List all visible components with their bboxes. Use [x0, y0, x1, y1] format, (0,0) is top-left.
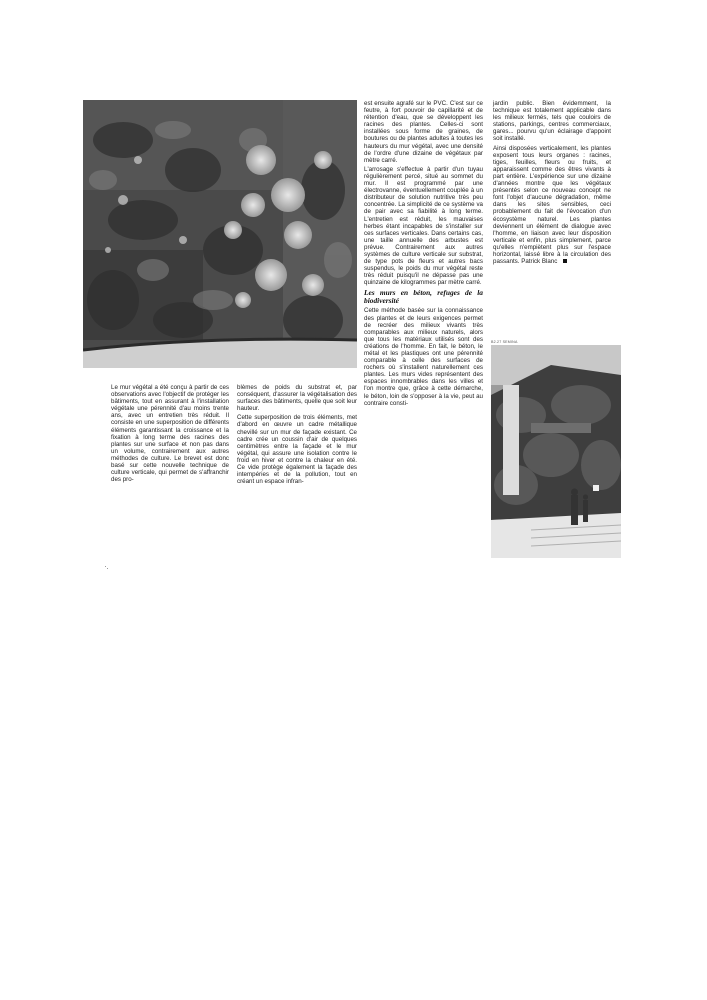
paragraph: blèmes de poids du substrat et, par conséquent, d'assurer la végétalisation des surfaces des bâtiments, quelle que soit leur hauteur. — [237, 384, 357, 413]
paragraph: Cette superposition de trois éléments, met d'abord en œuvre un cadre métallique chevillé sur un mur de façade existant. Ce cadre crée un coussin d'air de quelques centimètres entre la façade et le mur végétal, qui assure une isolation contre le froid en hiver et contre la chaleur en été. Ce vide protège également la façade des intempéries et de la pollution, tout en créant un espace infran- — [237, 414, 357, 486]
paragraph: est ensuite agrafé sur le PVC. C'est sur ce feutre, à fort pouvoir de capillarité et de rétention d'eau, que se développent les racines des plantes. Celles-ci sont installées sous forme de graines, de boutures ou de plantes adultes à toutes les hauteurs du mur végétal, avec une densité de l'ordre d'une dizaine de végétaux par mètre carré. — [364, 100, 483, 164]
building-facade-image — [491, 345, 621, 558]
section-heading: Les murs en béton, refuges de la biodiversité — [364, 288, 483, 306]
author-signature: Patrick Blanc — [521, 258, 558, 266]
vertical-garden-image — [83, 100, 357, 368]
scan-speck — [105, 566, 106, 567]
paragraph: jardin public. Bien évidemment, la technique est totalement applicable dans les milieux fermés, tels que couloirs de stations, parkings, centres commerciaux, gares... pourvu qu'un éclairage d'appoint soit installé. — [493, 100, 611, 143]
text-column-4 — [493, 100, 611, 267]
paragraph — [493, 145, 611, 266]
paragraph: Le mur végétal a été conçu à partir de ces observations avec l'objectif de protéger les bâtiments, tout en assurant à l'installation végétale une pérennité d'au moins trente ans, avec un entretien très réduit. Il consiste en une superposition de différents éléments garantissant la croissance et la fixation à long terme des racines des plantes sur une surface et non pas dans un volume, contrairement aux autres méthodes de culture. Le brevet est donc basé sur cette nouvelle technique de culture verticale, qui permet de s'affranchir des pro- — [111, 384, 229, 484]
paragraph: L'arrosage s'effectue à partir d'un tuyau régulièrement percé, situé au sommet du mur. Il est programmé par une électrovanne, éventuellement couplée à un distributeur de solution nutritive très peu concentrée. La simplicité de ce système va de pair avec sa fiabilité à long terme. L'entretien est réduit, les mauvaises herbes étant incapables de s'installer sur ces surfaces verticales. Dans certains cas, une taille annuelle des arbustes est prévue. Contrairement aux autres systèmes de culture verticale sur substrat, de type pots de fleurs et autres bacs suspendus, le poids du mur végétal reste très réduit puisqu'il ne dépasse pas une quinzaine de kilogrammes par mètre carré. — [364, 165, 483, 287]
paragraph: Cette méthode basée sur la connaissance des plantes et de leurs exigences permet de recréer des milieux vivants très comparables aux milieux naturels, alors que tous les matériaux utilisés sont des créations de l'homme. En fait, le béton, le métal et les plastiques ont une pérennité comparable à celle des surfaces de rochers où s'installent naturellement ces plantes. Les murs vides représentent des espaces innombrables dans les villes et l'on montre que, grâce à cette démarche, le béton, loin de s'opposer à la vie, peut au contraire consti- — [364, 307, 483, 407]
text-column-3 — [364, 100, 483, 409]
text-column-2 — [237, 384, 357, 487]
photo-credit: B2.27 SEMINA — [491, 340, 518, 344]
end-mark-icon — [563, 259, 567, 263]
vertical-garden-photo — [83, 100, 357, 368]
text-column-1 — [111, 384, 229, 485]
building-facade-photo — [491, 345, 621, 558]
paragraph-text: Ainsi disposées verticalement, les plantes exposent tous leurs organes : racines, tiges, feuilles, fleurs ou fruits, et apparaissent comme des êtres vivants à part entière. L'expérience sur une dizaine d'années montre que les végétaux présentés selon ce nouveau concept ne font l'objet d'aucune dégradation, même dans les sites sensibles, ceci probablement du fait de l'évocation d'un écosystème naturel. Les plantes deviennent un élément de dialogue avec l'homme, en liaison avec leur disposition verticale et enfin, plus simplement, parce qu'elles n'empiètent plus sur l'espace horizontal, laissé libre à la circulation des passants. — [493, 144, 611, 266]
scan-speck — [107, 568, 108, 569]
